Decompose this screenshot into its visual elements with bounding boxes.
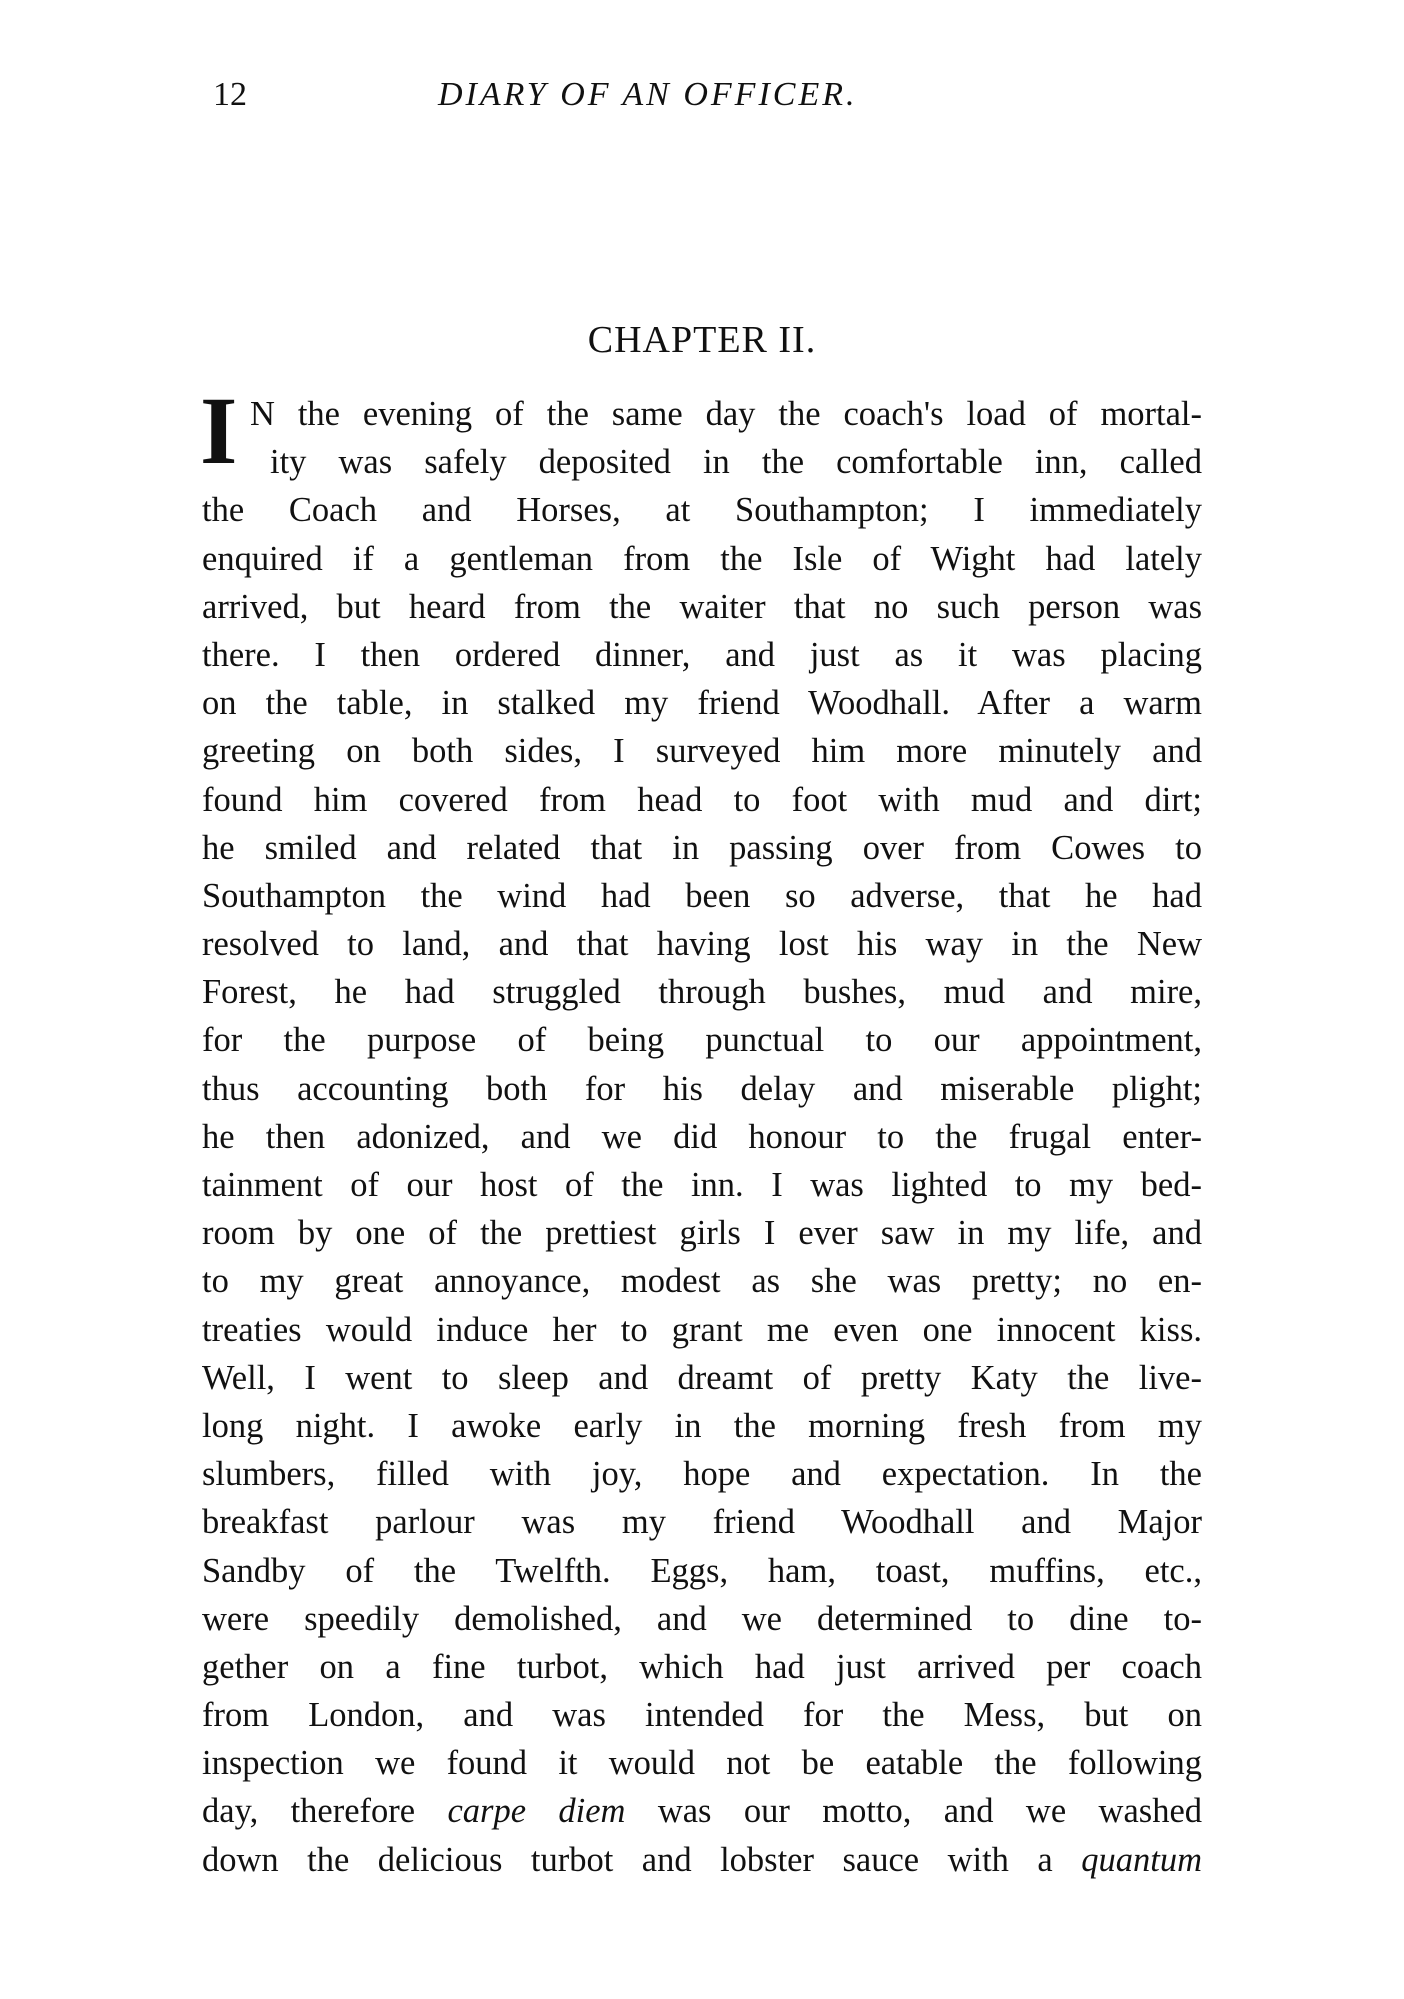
text-line: to my great annoyance, modest as she was pretty; no en- [202, 1262, 1202, 1301]
text-line: on the table, in stalked my friend Woodhall. After a warm [202, 684, 1202, 723]
text-segment: was our motto, and we washed [625, 1792, 1203, 1831]
text-line: arrived, but heard from the waiter that no such person was [202, 587, 1202, 626]
text-line: long night. I awoke early in the morning fresh from my [202, 1406, 1202, 1445]
text-line: ity was safely deposited in the comfortable inn, called [270, 443, 1202, 482]
text-line: he smiled and related that in passing over from Cowes to [202, 828, 1202, 867]
page-number: 12 [213, 76, 247, 113]
text-line: slumbers, filled with joy, hope and expectation. In the [202, 1455, 1202, 1494]
text-segment: down the delicious turbot and lobster sauce with a [202, 1840, 1082, 1879]
italic-phrase: quantum [1081, 1840, 1202, 1879]
text-line: gether on a fine turbot, which had just arrived per coach [202, 1647, 1202, 1686]
text-line: the Coach and Horses, at Southampton; I immediately [202, 491, 1202, 530]
text-line: N the evening of the same day the coach's load of mortal- [250, 395, 1202, 433]
text-line: Well, I went to sleep and dreamt of pretty Katy the live- [202, 1358, 1202, 1397]
text-line: found him covered from head to foot with mud and dirt; [202, 780, 1202, 819]
text-line: enquired if a gentleman from the Isle of Wight had lately [202, 539, 1202, 578]
text-line: tainment of our host of the inn. I was lighted to my bed- [202, 1166, 1202, 1204]
text-line: Southampton the wind had been so adverse, that he had [202, 876, 1202, 915]
body-text [202, 390, 1202, 1884]
text-line: there. I then ordered dinner, and just as it was placing [202, 635, 1202, 674]
text-line: inspection we found it would not be eatable the following [202, 1744, 1202, 1783]
running-title: DIARY OF AN OFFICER. [438, 76, 858, 113]
text-line: greeting on both sides, I surveyed him more minutely and [202, 732, 1202, 771]
text-line: resolved to land, and that having lost his way in the New [202, 925, 1202, 964]
text-line: treaties would induce her to grant me even one innocent kiss. [202, 1310, 1202, 1349]
italic-phrase: carpe diem [447, 1792, 626, 1831]
text-line: breakfast parlour was my friend Woodhall and Major [202, 1503, 1202, 1542]
text-line: for the purpose of being punctual to our appointment, [202, 1021, 1202, 1060]
text-line [202, 1836, 1202, 1884]
text-line: from London, and was intended for the Mess, but on [202, 1696, 1202, 1735]
drop-cap: I [200, 377, 238, 484]
text-line: were speedily demolished, and we determined to dine to- [202, 1599, 1202, 1638]
text-line: Sandby of the Twelfth. Eggs, ham, toast, muffins, etc., [202, 1551, 1202, 1590]
text-segment: day, therefore [202, 1792, 448, 1831]
text-line: he then adonized, and we did honour to the frugal enter- [202, 1117, 1202, 1156]
text-line: room by one of the prettiest girls I ever saw in my life, and [202, 1214, 1202, 1253]
text-line: Forest, he had struggled through bushes, mud and mire, [202, 973, 1202, 1012]
text-line [202, 1787, 1202, 1835]
chapter-title: CHAPTER II. [587, 319, 817, 361]
text-line: thus accounting both for his delay and miserable plight; [202, 1069, 1202, 1108]
